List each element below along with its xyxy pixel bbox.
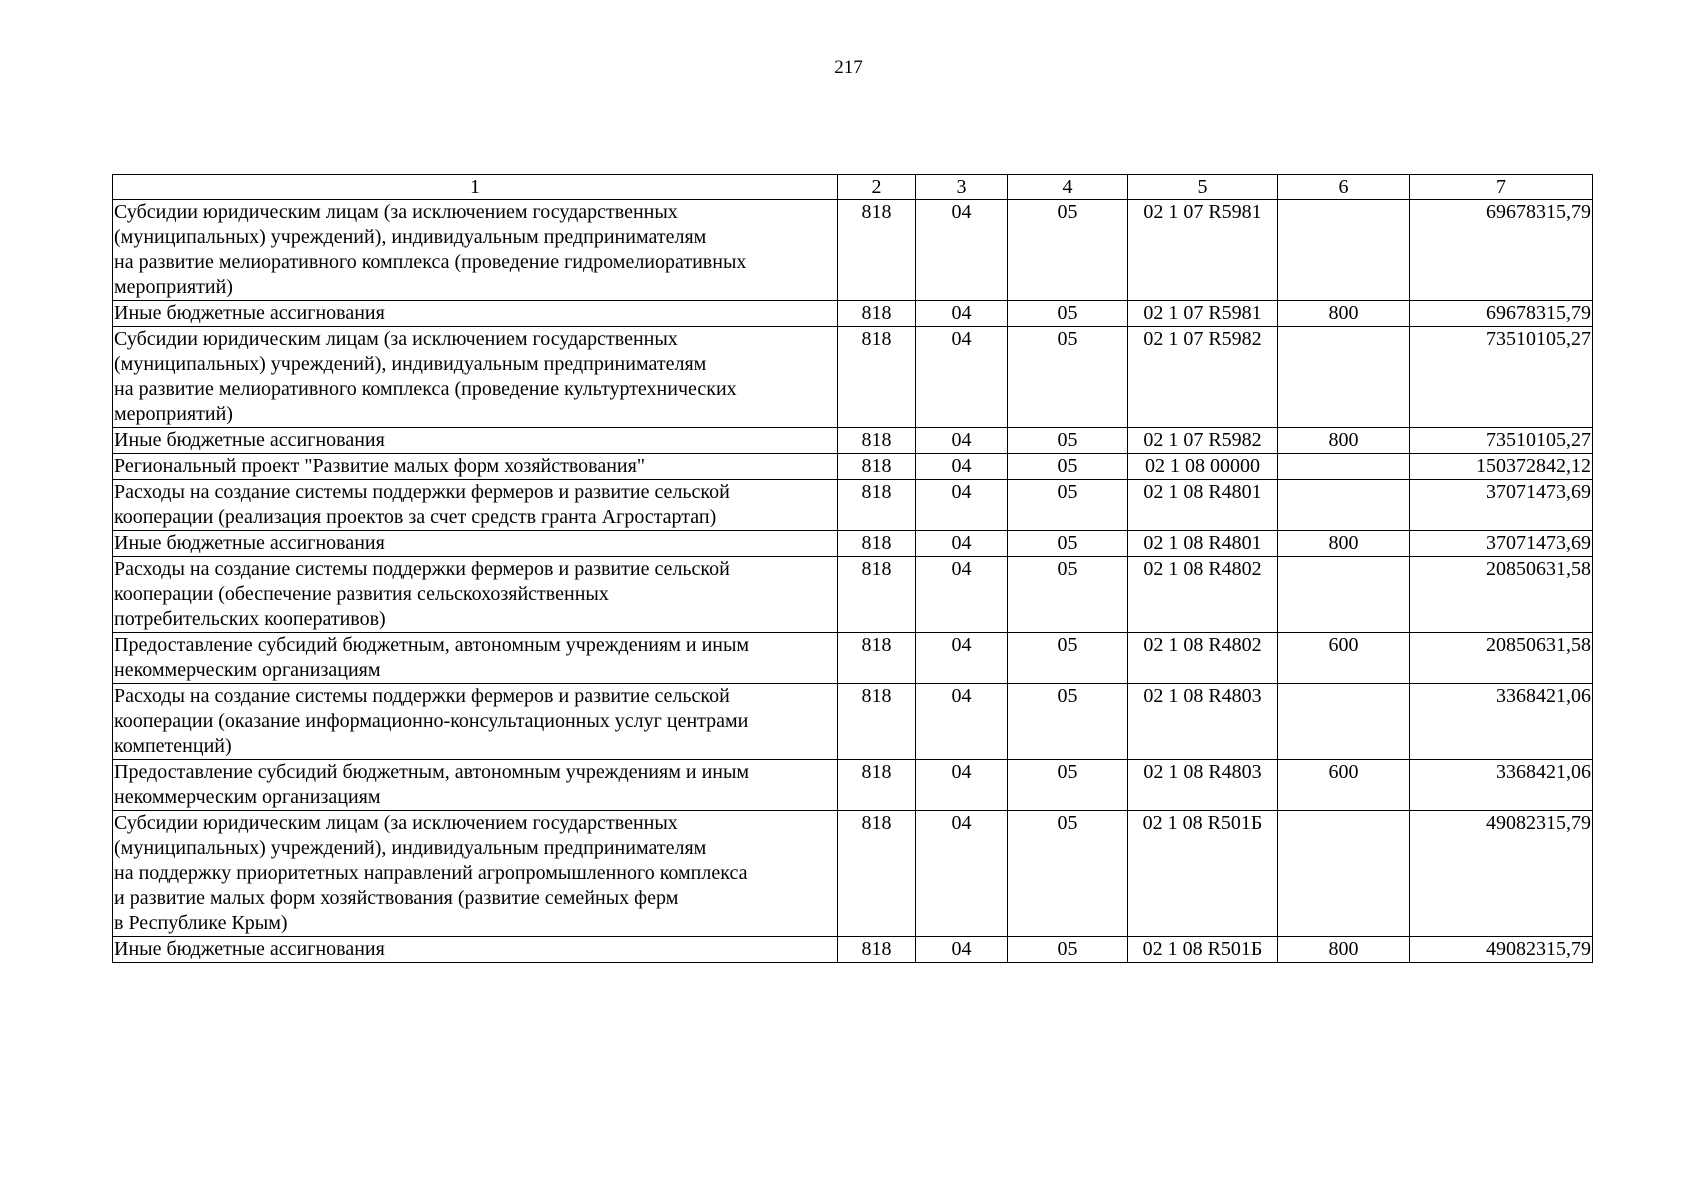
- text-line: кооперации (реализация проектов за счет средств гранта Агростартап): [114, 506, 717, 528]
- section-code: 04: [916, 301, 1008, 327]
- expense-type-code: 800: [1278, 428, 1410, 454]
- department-code: 818: [838, 327, 916, 428]
- text-line: Субсидии юридическим лицам (за исключением государственных: [114, 201, 678, 223]
- table-row: [113, 454, 1593, 480]
- text-line: (муниципальных) учреждений), индивидуальным предпринимателям: [114, 837, 707, 859]
- budget-item-name: [113, 480, 838, 531]
- text-line: Иные бюджетные ассигнования: [114, 938, 385, 960]
- subsection-code: 05: [1008, 428, 1128, 454]
- text-line: Предоставление субсидий бюджетным, автономным учреждениям и иным: [114, 761, 750, 783]
- department-code: 818: [838, 684, 916, 760]
- section-code: 04: [916, 454, 1008, 480]
- subsection-code: 05: [1008, 301, 1128, 327]
- department-code: 818: [838, 760, 916, 811]
- column-header: 4: [1008, 175, 1128, 200]
- budget-item-name: [113, 760, 838, 811]
- text-line: в Республике Крым): [114, 912, 288, 934]
- expense-type-code: 600: [1278, 760, 1410, 811]
- budget-table: [112, 174, 1593, 963]
- subsection-code: 05: [1008, 633, 1128, 684]
- subsection-code: 05: [1008, 557, 1128, 633]
- amount: 37071473,69: [1410, 480, 1593, 531]
- budget-item-name: [113, 200, 838, 301]
- department-code: 818: [838, 200, 916, 301]
- section-code: 04: [916, 531, 1008, 557]
- budget-item-name: [113, 633, 838, 684]
- column-header: 1: [113, 175, 838, 200]
- text-line: Предоставление субсидий бюджетным, автономным учреждениям и иным: [114, 634, 750, 656]
- table-header: [113, 175, 1593, 200]
- section-code: 04: [916, 684, 1008, 760]
- text-line: кооперации (оказание информационно-консультационных услуг центрами: [114, 710, 749, 732]
- budget-item-name: [113, 811, 838, 937]
- department-code: 818: [838, 454, 916, 480]
- amount: 3368421,06: [1410, 684, 1593, 760]
- text-line: Иные бюджетные ассигнования: [114, 429, 385, 451]
- subsection-code: 05: [1008, 480, 1128, 531]
- budget-item-name: [113, 531, 838, 557]
- target-article-code: 02 1 07 R5982: [1128, 327, 1278, 428]
- target-article-code: 02 1 08 R501Б: [1128, 811, 1278, 937]
- target-article-code: 02 1 07 R5982: [1128, 428, 1278, 454]
- department-code: 818: [838, 301, 916, 327]
- amount: 73510105,27: [1410, 428, 1593, 454]
- expense-type-code: 800: [1278, 937, 1410, 963]
- department-code: 818: [838, 937, 916, 963]
- target-article-code: 02 1 08 R4802: [1128, 557, 1278, 633]
- text-line: Расходы на создание системы поддержки фермеров и развитие сельской: [114, 558, 730, 580]
- target-article-code: 02 1 08 R4801: [1128, 531, 1278, 557]
- table-row: [113, 633, 1593, 684]
- text-line: некоммерческим организациям: [114, 659, 381, 681]
- amount: 150372842,12: [1410, 454, 1593, 480]
- department-code: 818: [838, 428, 916, 454]
- table-row: [113, 200, 1593, 301]
- text-line: Региональный проект "Развитие малых форм хозяйствования": [114, 455, 645, 477]
- column-number-row: [113, 175, 1593, 200]
- page-number: 217: [834, 57, 863, 78]
- target-article-code: 02 1 08 R4803: [1128, 760, 1278, 811]
- department-code: 818: [838, 811, 916, 937]
- text-line: Иные бюджетные ассигнования: [114, 302, 385, 324]
- text-line: на поддержку приоритетных направлений агропромышленного комплекса: [114, 862, 748, 884]
- subsection-code: 05: [1008, 531, 1128, 557]
- expense-type-code: [1278, 811, 1410, 937]
- section-code: 04: [916, 428, 1008, 454]
- table-row: [113, 480, 1593, 531]
- expense-type-code: [1278, 200, 1410, 301]
- amount: 73510105,27: [1410, 327, 1593, 428]
- expense-type-code: [1278, 480, 1410, 531]
- text-line: Расходы на создание системы поддержки фермеров и развитие сельской: [114, 481, 730, 503]
- text-line: на развитие мелиоративного комплекса (проведение культуртехнических: [114, 378, 737, 400]
- text-line: Субсидии юридическим лицам (за исключением государственных: [114, 328, 678, 350]
- subsection-code: 05: [1008, 937, 1128, 963]
- department-code: 818: [838, 633, 916, 684]
- section-code: 04: [916, 557, 1008, 633]
- subsection-code: 05: [1008, 760, 1128, 811]
- expense-type-code: 800: [1278, 531, 1410, 557]
- budget-item-name: [113, 557, 838, 633]
- amount: 20850631,58: [1410, 557, 1593, 633]
- target-article-code: 02 1 07 R5981: [1128, 301, 1278, 327]
- amount: 69678315,79: [1410, 200, 1593, 301]
- text-line: и развитие малых форм хозяйствования (развитие семейных ферм: [114, 887, 679, 909]
- section-code: 04: [916, 327, 1008, 428]
- section-code: 04: [916, 200, 1008, 301]
- table-row: [113, 937, 1593, 963]
- target-article-code: 02 1 08 R4803: [1128, 684, 1278, 760]
- table-row: [113, 301, 1593, 327]
- column-header: 5: [1128, 175, 1278, 200]
- target-article-code: 02 1 08 R501Б: [1128, 937, 1278, 963]
- amount: 49082315,79: [1410, 811, 1593, 937]
- table-row: [113, 557, 1593, 633]
- target-article-code: 02 1 07 R5981: [1128, 200, 1278, 301]
- text-line: мероприятий): [114, 403, 233, 425]
- budget-item-name: [113, 684, 838, 760]
- text-line: Расходы на создание системы поддержки фермеров и развитие сельской: [114, 685, 730, 707]
- text-line: Субсидии юридическим лицам (за исключением государственных: [114, 812, 678, 834]
- section-code: 04: [916, 480, 1008, 531]
- text-line: кооперации (обеспечение развития сельскохозяйственных: [114, 583, 609, 605]
- section-code: 04: [916, 760, 1008, 811]
- amount: 49082315,79: [1410, 937, 1593, 963]
- table-body: [113, 200, 1593, 963]
- text-line: (муниципальных) учреждений), индивидуальным предпринимателям: [114, 226, 707, 248]
- expense-type-code: [1278, 684, 1410, 760]
- budget-item-name: [113, 301, 838, 327]
- amount: 20850631,58: [1410, 633, 1593, 684]
- expense-type-code: [1278, 327, 1410, 428]
- subsection-code: 05: [1008, 811, 1128, 937]
- column-header: 2: [838, 175, 916, 200]
- column-header: 7: [1410, 175, 1593, 200]
- text-line: (муниципальных) учреждений), индивидуальным предпринимателям: [114, 353, 707, 375]
- table-row: [113, 811, 1593, 937]
- subsection-code: 05: [1008, 684, 1128, 760]
- table-row: [113, 531, 1593, 557]
- target-article-code: 02 1 08 00000: [1128, 454, 1278, 480]
- department-code: 818: [838, 480, 916, 531]
- text-line: компетенций): [114, 735, 232, 757]
- expense-type-code: 600: [1278, 633, 1410, 684]
- text-line: некоммерческим организациям: [114, 786, 381, 808]
- table-row: [113, 428, 1593, 454]
- section-code: 04: [916, 811, 1008, 937]
- target-article-code: 02 1 08 R4801: [1128, 480, 1278, 531]
- text-line: Иные бюджетные ассигнования: [114, 532, 385, 554]
- budget-item-name: [113, 428, 838, 454]
- amount: 37071473,69: [1410, 531, 1593, 557]
- expense-type-code: 800: [1278, 301, 1410, 327]
- subsection-code: 05: [1008, 454, 1128, 480]
- budget-item-name: [113, 327, 838, 428]
- table-row: [113, 684, 1593, 760]
- expense-type-code: [1278, 454, 1410, 480]
- subsection-code: 05: [1008, 200, 1128, 301]
- target-article-code: 02 1 08 R4802: [1128, 633, 1278, 684]
- expense-type-code: [1278, 557, 1410, 633]
- amount: 69678315,79: [1410, 301, 1593, 327]
- section-code: 04: [916, 937, 1008, 963]
- text-line: на развитие мелиоративного комплекса (проведение гидромелиоративных: [114, 251, 747, 273]
- budget-item-name: [113, 937, 838, 963]
- column-header: 3: [916, 175, 1008, 200]
- section-code: 04: [916, 633, 1008, 684]
- table-row: [113, 327, 1593, 428]
- department-code: 818: [838, 557, 916, 633]
- column-header: 6: [1278, 175, 1410, 200]
- amount: 3368421,06: [1410, 760, 1593, 811]
- subsection-code: 05: [1008, 327, 1128, 428]
- department-code: 818: [838, 531, 916, 557]
- text-line: мероприятий): [114, 276, 233, 298]
- table-row: [113, 760, 1593, 811]
- text-line: потребительских кооперативов): [114, 608, 386, 630]
- budget-item-name: [113, 454, 838, 480]
